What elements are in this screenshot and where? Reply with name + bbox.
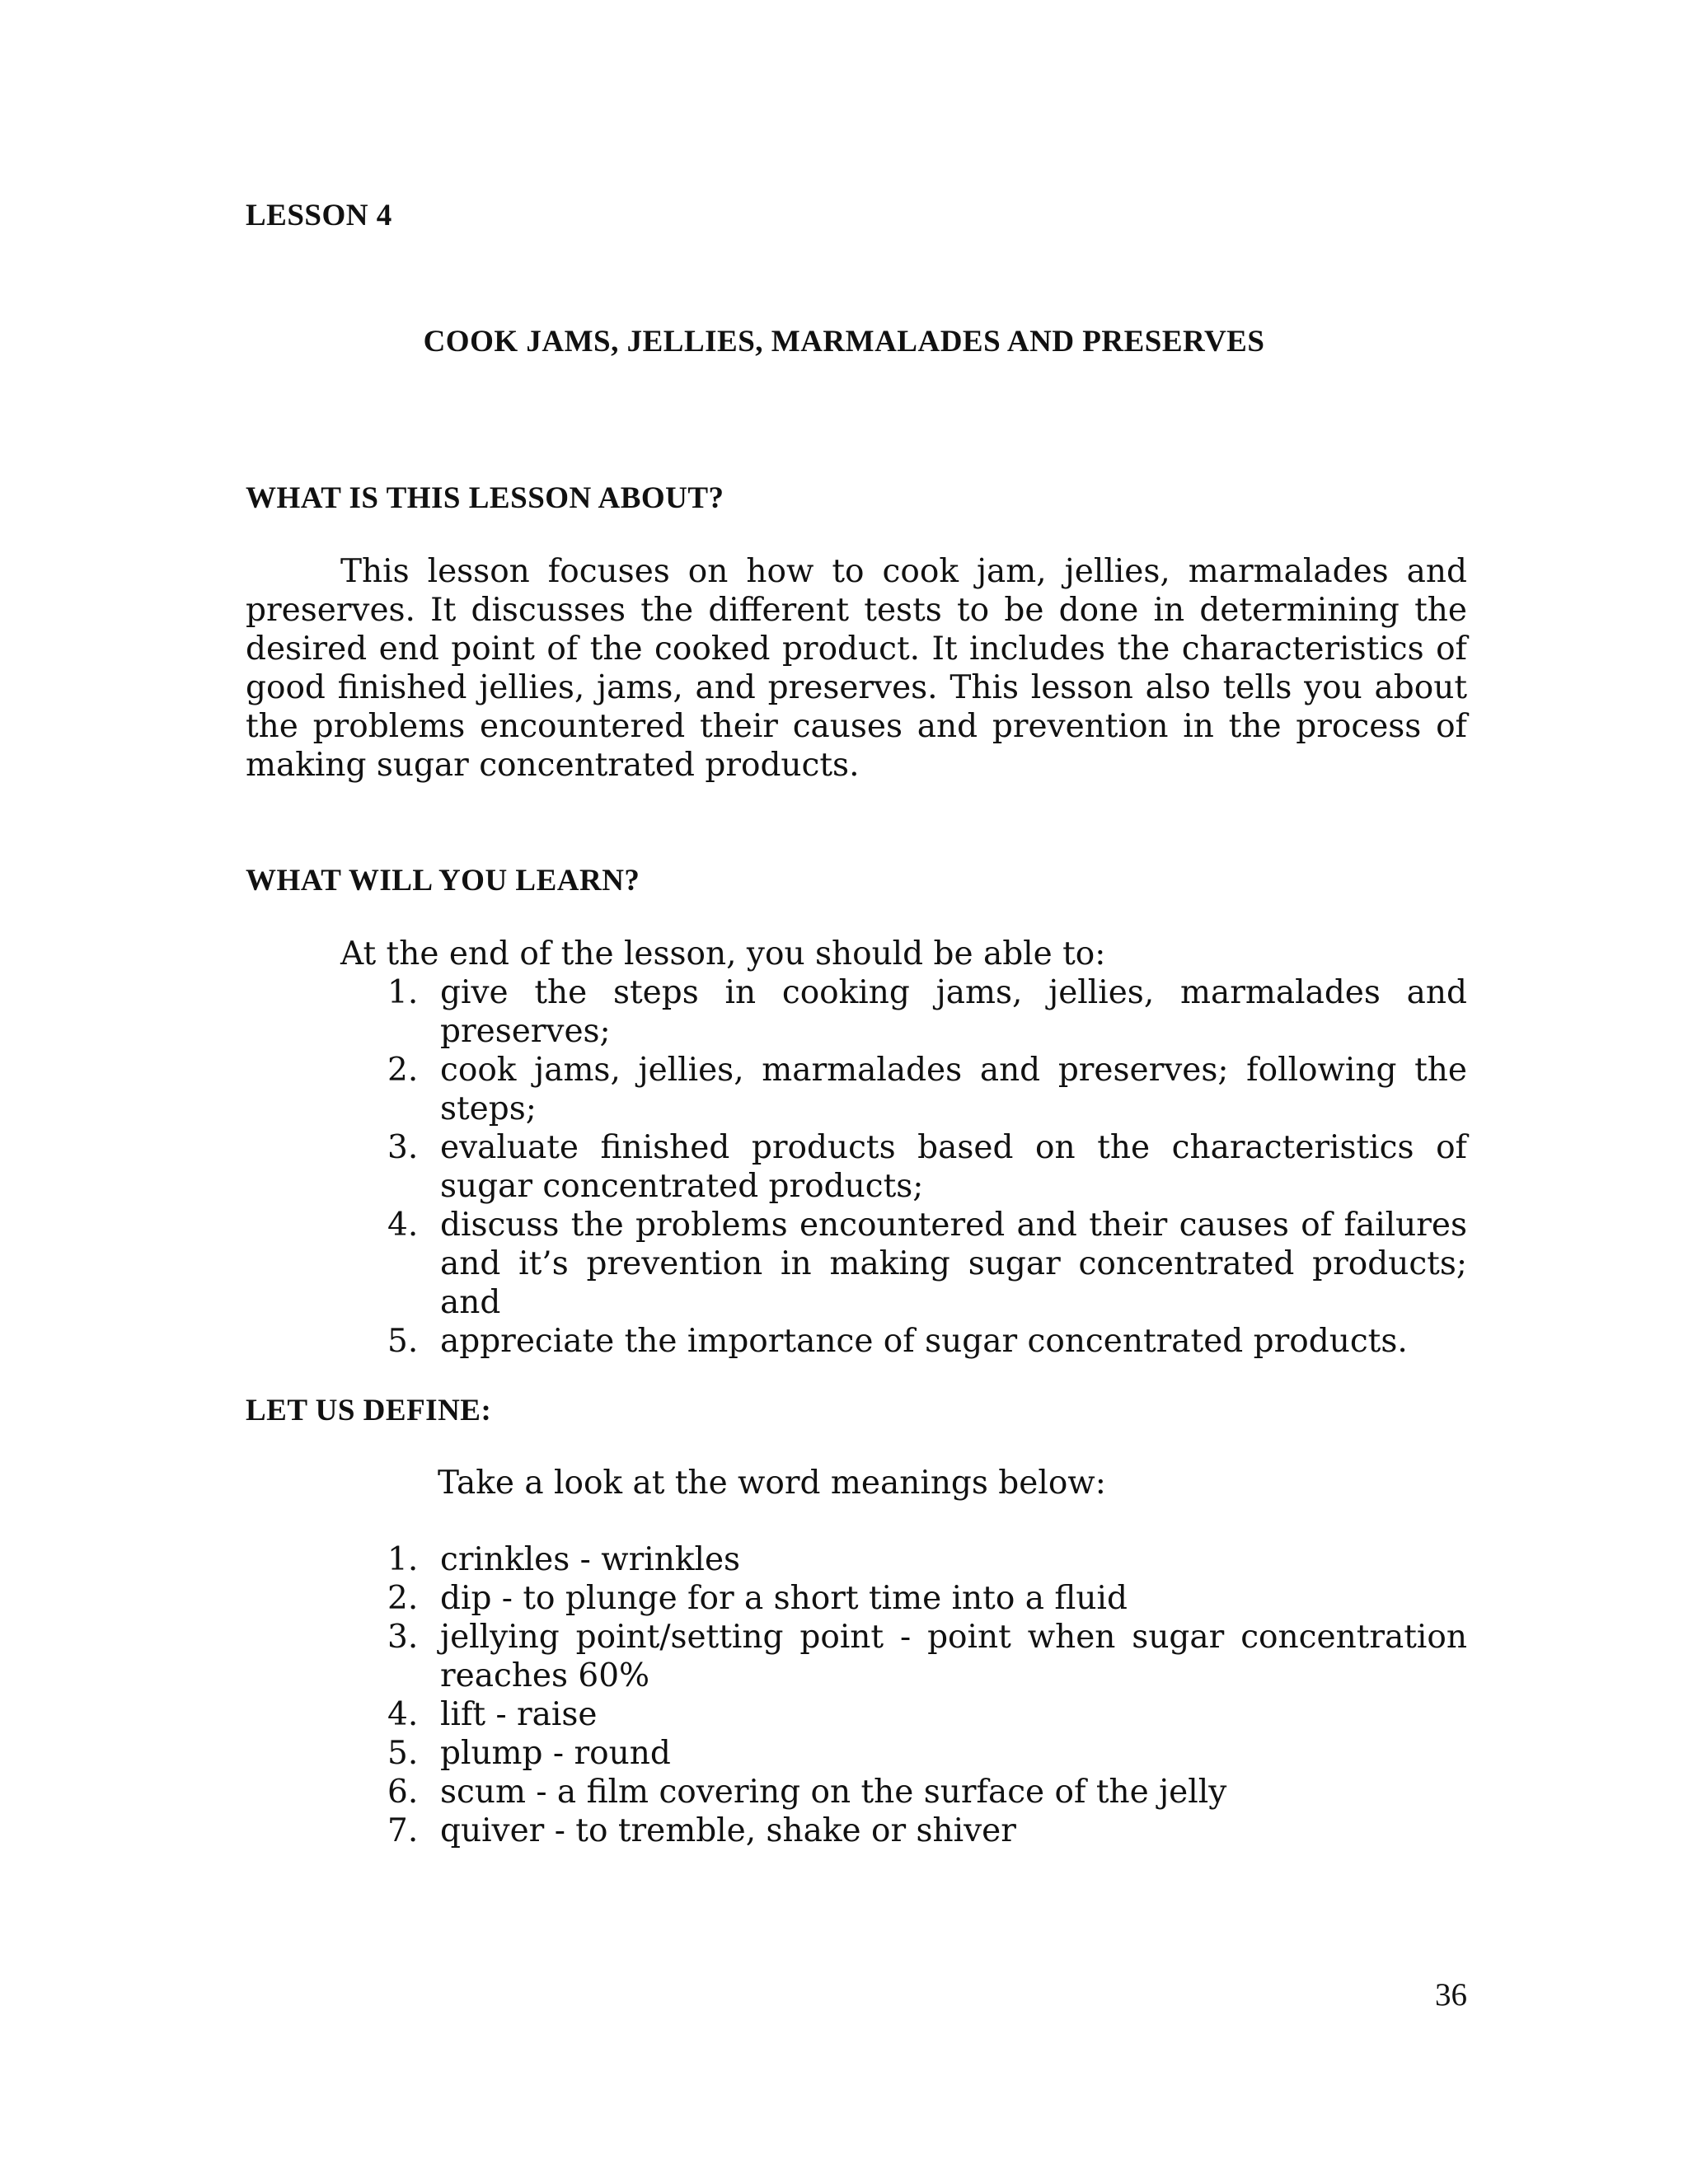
objective-item: [387, 1206, 1467, 1322]
definition-item: [387, 1734, 1467, 1773]
about-paragraph: This lesson focuses on how to cook jam, jellies, marmalades and preserves. It discusses the different tests to be done in determining the desired end point of the cooked product. It includes the characteristics of good finished jellies, jams, and preserves. This lesson also tells you about the problems encountered their causes and prevention in the process of making sugar concentrated products.: [246, 553, 1467, 784]
define-intro: Take a look at the word meanings below:: [438, 1465, 1106, 1502]
lesson-label: LESSON 4: [246, 199, 392, 232]
definition-item-number: 1.: [387, 1541, 419, 1578]
objective-item: [387, 1051, 1467, 1128]
learn-intro: At the end of the lesson, you should be able to:: [340, 935, 1106, 972]
objective-item-number: 5.: [387, 1323, 419, 1360]
objective-item-text: discuss the problems encountered and their causes of failures and it’s prevention in making sugar concentrated products; and: [440, 1207, 1467, 1321]
definition-item-text: quiver - to tremble, shake or shiver: [440, 1812, 1016, 1849]
definition-item-number: 2.: [387, 1580, 419, 1617]
objective-item-number: 3.: [387, 1129, 419, 1166]
objective-item-text: cook jams, jellies, marmalades and preserves; following the steps;: [440, 1052, 1467, 1127]
objective-item-number: 2.: [387, 1052, 419, 1089]
definition-item: [387, 1579, 1467, 1618]
page-number: 36: [1435, 1977, 1467, 2013]
definition-item: [387, 1618, 1467, 1695]
definition-item: [387, 1773, 1467, 1811]
definition-item: [387, 1540, 1467, 1579]
learn-heading: WHAT WILL YOU LEARN?: [246, 864, 640, 898]
definition-item-number: 4.: [387, 1696, 419, 1733]
definition-item-text: jellying point/setting point - point when sugar concentration reaches 60%: [440, 1619, 1467, 1694]
objective-item: [387, 1128, 1467, 1206]
definition-item-number: 5.: [387, 1735, 419, 1772]
objective-item-text: appreciate the importance of sugar concentrated products.: [440, 1323, 1408, 1360]
objective-item-number: 1.: [387, 974, 419, 1011]
objective-item: [387, 1322, 1467, 1361]
definition-item-text: lift - raise: [440, 1696, 598, 1733]
definition-item: [387, 1811, 1467, 1850]
definition-item-number: 7.: [387, 1812, 419, 1849]
definition-item-text: scum - a film covering on the surface of the jelly: [440, 1774, 1227, 1811]
objective-item-text: give the steps in cooking jams, jellies, marmalades and preserves;: [440, 974, 1467, 1050]
definition-item: [387, 1695, 1467, 1734]
objective-item: [387, 973, 1467, 1051]
learn-objectives-list: [387, 973, 1467, 1361]
definition-item-number: 6.: [387, 1774, 419, 1811]
lesson-title: COOK JAMS, JELLIES, MARMALADES AND PRESERVES: [423, 325, 1265, 359]
definition-item-number: 3.: [387, 1619, 419, 1656]
define-heading: LET US DEFINE:: [246, 1394, 492, 1427]
definition-item-text: plump - round: [440, 1735, 671, 1772]
definition-item-text: dip - to plunge for a short time into a fluid: [440, 1580, 1128, 1617]
about-heading: WHAT IS THIS LESSON ABOUT?: [246, 481, 724, 515]
objective-item-text: evaluate finished products based on the characteristics of sugar concentrated products;: [440, 1129, 1467, 1205]
objective-item-number: 4.: [387, 1207, 419, 1244]
definition-item-text: crinkles - wrinkles: [440, 1541, 741, 1578]
definitions-list: [387, 1540, 1467, 1850]
